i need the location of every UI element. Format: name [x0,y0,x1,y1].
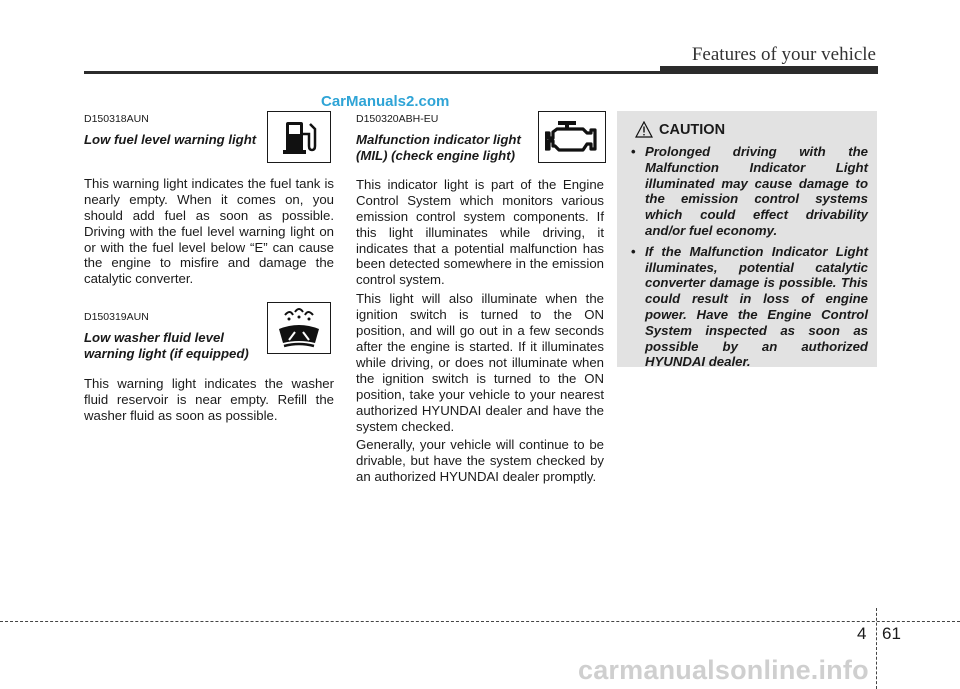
page-number: 61 [882,624,901,643]
middle-column [356,112,604,485]
caution-box [617,111,877,370]
chapter-number: 4 [857,624,867,643]
washer-section-code: D150319AUN [84,311,149,324]
caution-list [631,144,868,370]
mil-section-title-line2: (MIL) (check engine light) [356,147,515,163]
page-header-title: Features of your vehicle [691,44,876,65]
check-engine-icon [538,111,606,163]
caution-item: • If the Malfunction Indicator Light illuminates, potential catalytic converter damage is possible. This could result in loss of engine power. Have the Engine Control System inspected as soon as possible by an authorized HYUNDAI dealer. [631,244,868,370]
washer-section-body: This warning light indicates the washer fluid reservoir is near empty. Refill the washer fluid as soon as possible. [84,376,334,423]
washer-fluid-icon [267,302,331,354]
caution-heading [635,121,868,138]
footer-rule [0,621,960,622]
mil-section-title-line1: Malfunction indicator light [356,131,521,147]
mil-section-body-3: Generally, your vehicle will continue to be drivable, but have the system checked by an authorized HYUNDAI dealer promptly. [356,437,604,485]
watermark-top: CarManuals2.com [321,93,450,110]
mil-section-body-2: This light will also illuminate when the ignition switch is turned to the ON position, and will go out in a few seconds after the engine is started. If it illuminates while driving, or does not illuminate when the ignition switch is turned to the ON position, take your vehicle to your nearest authorized HYUNDAI dealer and have the system checked. [356,291,604,434]
fuel-pump-icon [267,111,331,163]
fuel-section-title: Low fuel level warning light [84,131,257,147]
mil-section-code: D150320ABH-EU [356,113,439,125]
washer-section-title-line2: warning light (if equipped) [84,346,249,362]
header-rule [84,71,660,74]
caution-title: CAUTION [659,121,726,138]
watermark-bottom: carmanualsonline.info [578,655,869,685]
warning-triangle-icon [635,121,653,138]
fuel-section-code: D150318AUN [84,113,149,125]
header-rule-bold [660,66,878,74]
fuel-section-body: This warning light indicates the fuel tank is nearly empty. When it comes on, you should add fuel as soon as possible. Driving with the fuel level warning light on or with the fuel level below “E” can cause the engine to misfire and damage the catalytic converter. [84,175,334,287]
washer-section-title-line1: Low washer fluid level [84,330,224,346]
mil-section-body-1: This indicator light is part of the Engine Control System which monitors various emission control system components. If this light illuminates while driving, it indicates that a potential malfunction has been detected somewhere in the emission control system. [356,176,604,288]
footer-divider [876,608,877,689]
caution-item: • Prolonged driving with the Malfunction Indicator Light illuminated may cause damage to the emission control systems which could effect drivability and/or fuel economy. [631,144,868,239]
